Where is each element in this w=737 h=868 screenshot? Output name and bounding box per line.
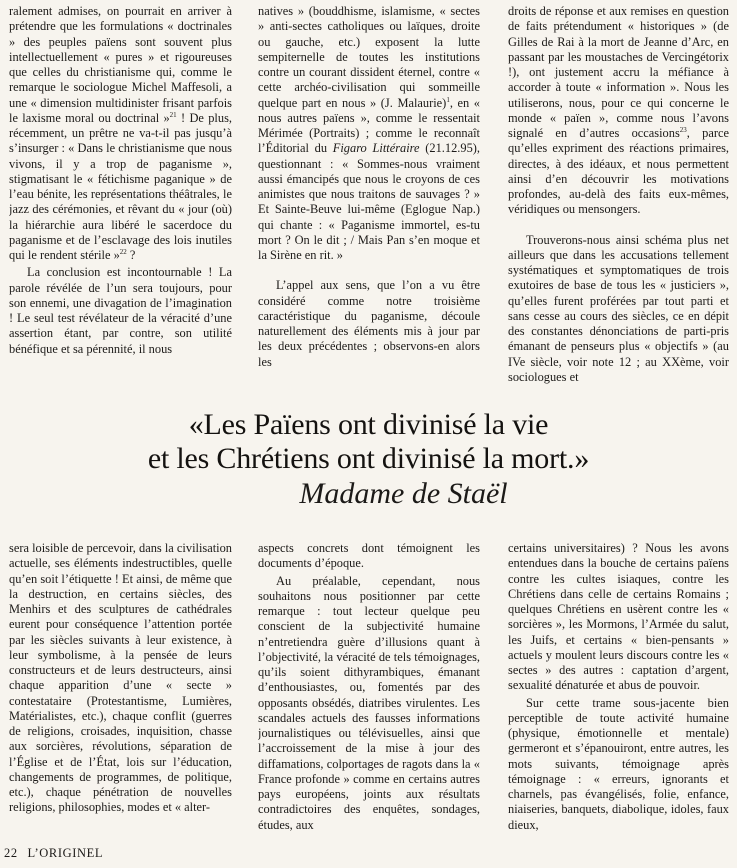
bottom-column-3: [508, 541, 729, 841]
top-column-2: [258, 4, 480, 398]
paragraph: aspects concrets dont témoignent les documents d’époque.: [258, 541, 480, 571]
paragraph: Trouverons-nous ainsi schéma plus net ailleurs que dans les accusations tellement systématiques et symptomatiques de trois exutoires de base de tous les « justiciers », qu’elles furent proférées par tout parti et sans cesse au cours des siècles, ce en dépit des constantes dénonciations de parti-pris émanant de penseurs plus « objectifs » (au IVe siècle, voir note 12 ; au XXème, voir sociologues et: [508, 232, 729, 384]
magazine-name: L’ORIGINEL: [27, 846, 104, 860]
paragraph: certains universitaires) ? Nous les avons entendues dans la bouche de certains païens contre les cultes isiaques, contre les Chrétiens dans celle de certains Romains ; quelques Chrétiens en usèrent contre les « sorcières », les Mormons, l’Armée du salut, les Juifs, et certains « bien-pensants » actuels y moulent leurs discours contre les « sectes » des autres : captation d’argent, sexualité dénaturée et abus de pouvoir.: [508, 541, 729, 693]
paragraph: Au préalable, cependant, nous souhaitons nous positionner par cette remarque : tout lecteur quelque peu conscient de la subjectivité humaine n’entretiendra guère d’illusions quant à l’objectivité, la véracité de tels témoignages, qu’ils soient dithyrambiques, émanant d’enthousiastes, ou, fomentés par des opposants obsédés, diatribes virulentes. Les scandales actuels des fausses informations journalistiques ou télévisuelles, ainsi que l’accroissement de la mise à jour des diffamations, colportages de ragots dans la « France profonde » comme en certains autres pays européens, joints aux résultats contradictoires des enquêtes, sondages, études, aux: [258, 573, 480, 832]
paragraph: droits de réponse et aux remises en question de faits prétendument « historiques » (de Gilles de Rai à la mort de Jeanne d’Arc, en passant par les moustaches de Vercingétorix !), ont justement accru la méfiance à accorder à toute « information ». Nous les utiliserons, nous, pour ce qui concerne le monde « païen », comme nous l’avons signalé en d’autres occasions$^{23}$, parce qu’elles expriment des réactions primaires, directes, à des idéaux, et nous permettent ainsi d’en découvrir les motivations profondes, au-delà des faits eux-mêmes, véridiques ou mensongers.: [508, 4, 729, 217]
pull-quote: [0, 408, 737, 512]
bottom-column-1: [9, 541, 232, 841]
paragraph: ralement admises, on pourrait en arriver à prétendre que les formulations « doctrinales » des peuples païens sont souvent plus intellectuellement « pures » et rigoureuses que celles du christianisme qui, comme le remarque le sociologue Michel Maffesoli, a une « dimension multidinister frisant parfois le laxisme moral ou doctrinal »$^{21}$ ! De plus, récemment, un prêtre ne va-t-il pas jusqu’à s’insurger : « Dans le christianisme que nous vivons, il y a trop de paganisme », stigmatisant le « fétichisme paganique » de l’eau bénite, les représentations théâtrales, le jazz des cérémonies, et rêvant du « jour (où) la hiérarchie aura libéré le sacerdoce du paganisme et de l’esclavage des lois inutiles qui le rendent stérile »$^{22}$ ?: [9, 4, 232, 262]
top-column-3: [508, 4, 729, 398]
quote-author: Madame de Staël: [299, 477, 508, 510]
page-number: 22: [4, 846, 18, 860]
paragraph: Sur cette trame sous-jacente bien perceptible de toute activité humaine (physique, émotionnelle et mentale) germeront et s’épanouiront, entre autres, les mots suivants, témoignage après témoignage : « erreurs, ignorants et charnels, pas évangélisés, folie, enfance, niaiseries, banquets, diabolique, idoles, faux dieux,: [508, 695, 729, 832]
paragraph: La conclusion est incontournable ! La parole révélée de l’un sera toujours, pour son ennemi, une divagation de l’imagination ! Le seul test révélateur de la véracité d’une assertion étant, par contre, son utilité bénéfique et sa pérennité, il nous: [9, 265, 232, 356]
bottom-column-2: [258, 541, 480, 841]
paragraph: sera loisible de percevoir, dans la civilisation actuelle, ses éléments indestructibles, quelle qu’en soit l’étiquette ! Et ainsi, de même que la destruction, en certains siècles, des Menhirs et des sculptures de cathédrales eurent pour conséquence l’attention portée par les siècles suivants à leur existence, à leur symbolisme, à la pensée de leurs constructeurs et de leurs destructeurs, ainsi chaque apparition d’une « secte » contestataire (Protestantisme, Lumières, Matérialistes, etc.), chaque conflit (guerres de religions, croisades, inquisition, chasse aux sorcières, révolutions, séparation de l’Église et de l’État, lois sur l’éducation, changements de programmes, de politique, etc.), chaque pénétration de nouvelles religions, philosophies, modes et « alter-: [9, 541, 232, 815]
paragraph: natives » (bouddhisme, islamisme, « sectes » anti-sectes catholiques ou laïques, droite ou gauche, etc.) exposent la lutte sempiternelle de toutes les institutions contre un courant dissident éternel, contre « cette archéo-civilisation qui sommeille quelque part en nous » (J. Malaurie)$^1$, en « nous autres païens », comme le ressentait Mérimée (Portraits) ; comme le reconnaît l’Éditorial du Figaro Littéraire (21.12.95), questionnant : « Sommes-nous vraiment aussi émancipés que nous le croyons de ces animistes que nous traitons de sauvages ? » Et Sainte-Beuve lui-même (Eglogue Nap.) qui chante : « Paganisme immortel, es-tu mort ? On le dit ; / Mais Pan s’en moque et la Sirène en rit. »: [258, 4, 480, 262]
top-column-1: [9, 4, 232, 398]
paragraph: L’appel aux sens, que l’on a vu être considéré comme notre troisième caractéristique du paganisme, découle naturellement des éléments mis à jour par les deux précédentes ; observons-en alors les: [258, 278, 480, 369]
quote-line-2: et les Chrétiens ont divinisé la mort.»: [147, 442, 590, 475]
page-footer: [4, 846, 103, 864]
quote-line-1: «Les Païens ont divinisé la vie: [188, 408, 549, 441]
